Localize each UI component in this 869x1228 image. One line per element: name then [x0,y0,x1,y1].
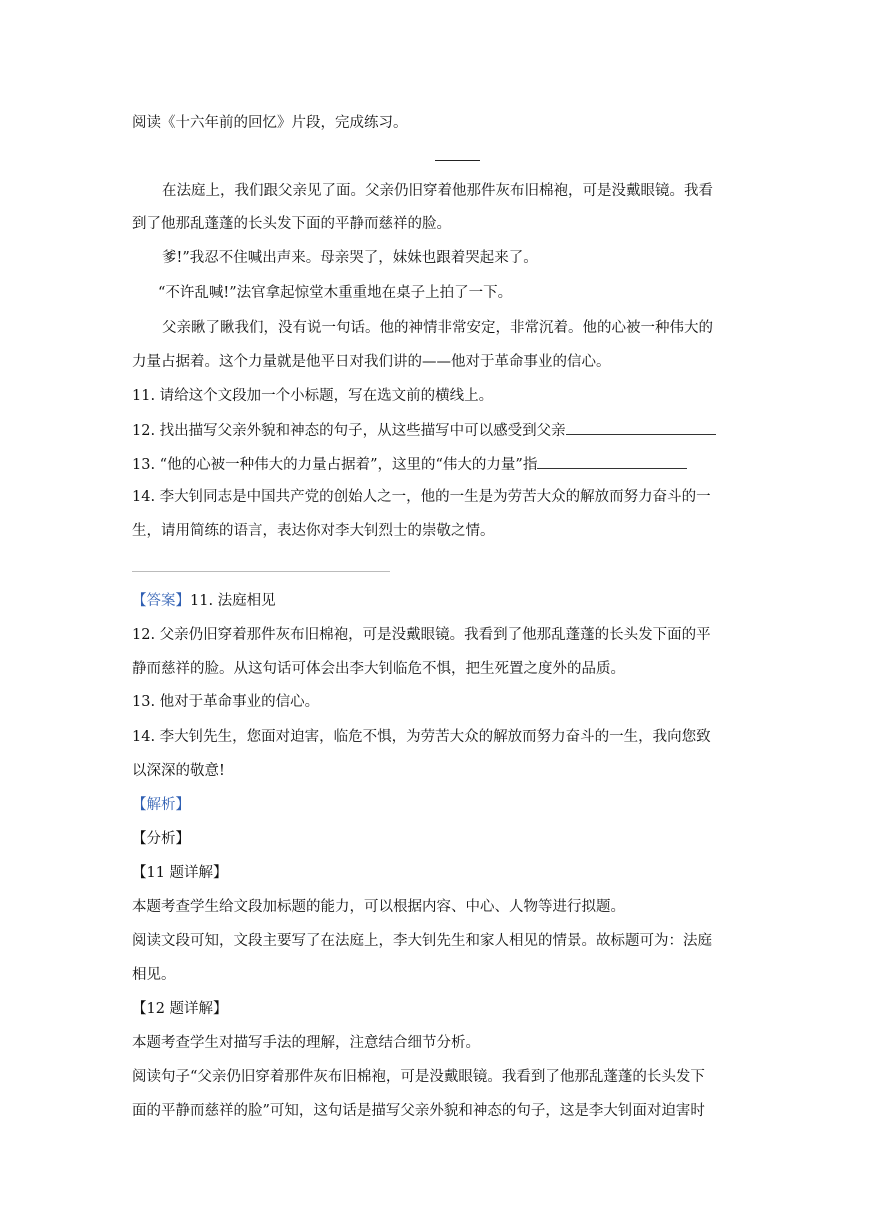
answer-14-cont: 以深深的敬意! [132,763,225,779]
analysis-heading: 【分析】 [132,831,190,847]
detail-12-text: 阅读句子“父亲仍旧穿着那件灰布旧棉袍，可是没戴眼镜。我看到了他那乱蓬蓬的长头发下 [132,1069,705,1085]
question-11: 11. 请给这个文段加一个小标题，写在选文前的横线上。 [132,388,494,404]
passage-line: 父亲瞅了瞅我们，没有说一句话。他的神情非常安定，非常沉着。他的心被一种伟大的 [162,320,713,336]
passage-line: 到了他那乱蓬蓬的长头发下面的平静而慈祥的脸。 [132,216,451,232]
instruction-text: 阅读《十六年前的回忆》片段，完成练习。 [132,115,408,131]
detail-11-heading: 【11 题详解】 [132,865,228,881]
detail-11-text: 相见。 [132,967,176,983]
answer-12: 12. 父亲仍旧穿着那件灰布旧棉袍，可是没戴眼镜。我看到了他那乱蓬蓬的长头发下面的平 [132,627,711,643]
answer-11: 【答案】11. 法庭相见 [132,593,276,609]
answer-tag: 【答案】 [132,593,190,609]
detail-12-text: 面的平静而慈祥的脸”可知，这句话是描写父亲外貌和神态的句子，这是李大钊面对迫害时 [132,1103,705,1119]
answer-blank [566,420,716,435]
question-14: 14. 李大钊同志是中国共产党的创始人之一，他的一生是为劳苦大众的解放而努力奋斗的一 [132,489,711,505]
section-divider [132,571,390,572]
question-14-cont: 生，请用简练的语言，表达你对李大钊烈士的崇敬之情。 [132,523,495,539]
answer-14: 14. 李大钊先生，您面对迫害，临危不惧，为劳苦大众的解放而努力奋斗的一生，我向您致 [132,729,711,745]
question-12: 12. 找出描写父亲外貌和神态的句子，从这些描写中可以感受到父亲 [132,420,716,441]
passage-line: “不许乱喊!”法官拿起惊堂木重重地在桌子上拍了一下。 [158,285,513,301]
passage-line: 爹!”我忍不住喊出声来。母亲哭了，妹妹也跟着哭起来了。 [162,250,538,266]
answer-blank [537,454,687,469]
title-blank-line [435,160,480,161]
passage-line: 在法庭上，我们跟父亲见了面。父亲仍旧穿着他那件灰布旧棉袍，可是没戴眼镜。我看 [162,183,713,199]
answer-12-cont: 静而慈祥的脸。从这句话可体会出李大钊临危不惧，把生死置之度外的品质。 [132,661,625,677]
question-13: 13. “他的心被一种伟大的力量占据着”，这里的“伟大的力量”指 [132,454,687,475]
detail-11-text: 本题考查学生给文段加标题的能力，可以根据内容、中心、人物等进行拟题。 [132,899,625,915]
detail-11-text: 阅读文段可知，文段主要写了在法庭上，李大钊先生和家人相见的情景。故标题可为：法庭 [132,933,712,949]
passage-line: 力量占据着。这个力量就是他平日对我们讲的——他对于革命事业的信心。 [132,354,611,370]
detail-12-heading: 【12 题详解】 [132,1001,228,1017]
answer-13: 13. 他对于革命事业的信心。 [132,694,320,710]
detail-12-text: 本题考查学生对描写手法的理解，注意结合细节分析。 [132,1035,480,1051]
analysis-tag: 【解析】 [132,797,190,813]
